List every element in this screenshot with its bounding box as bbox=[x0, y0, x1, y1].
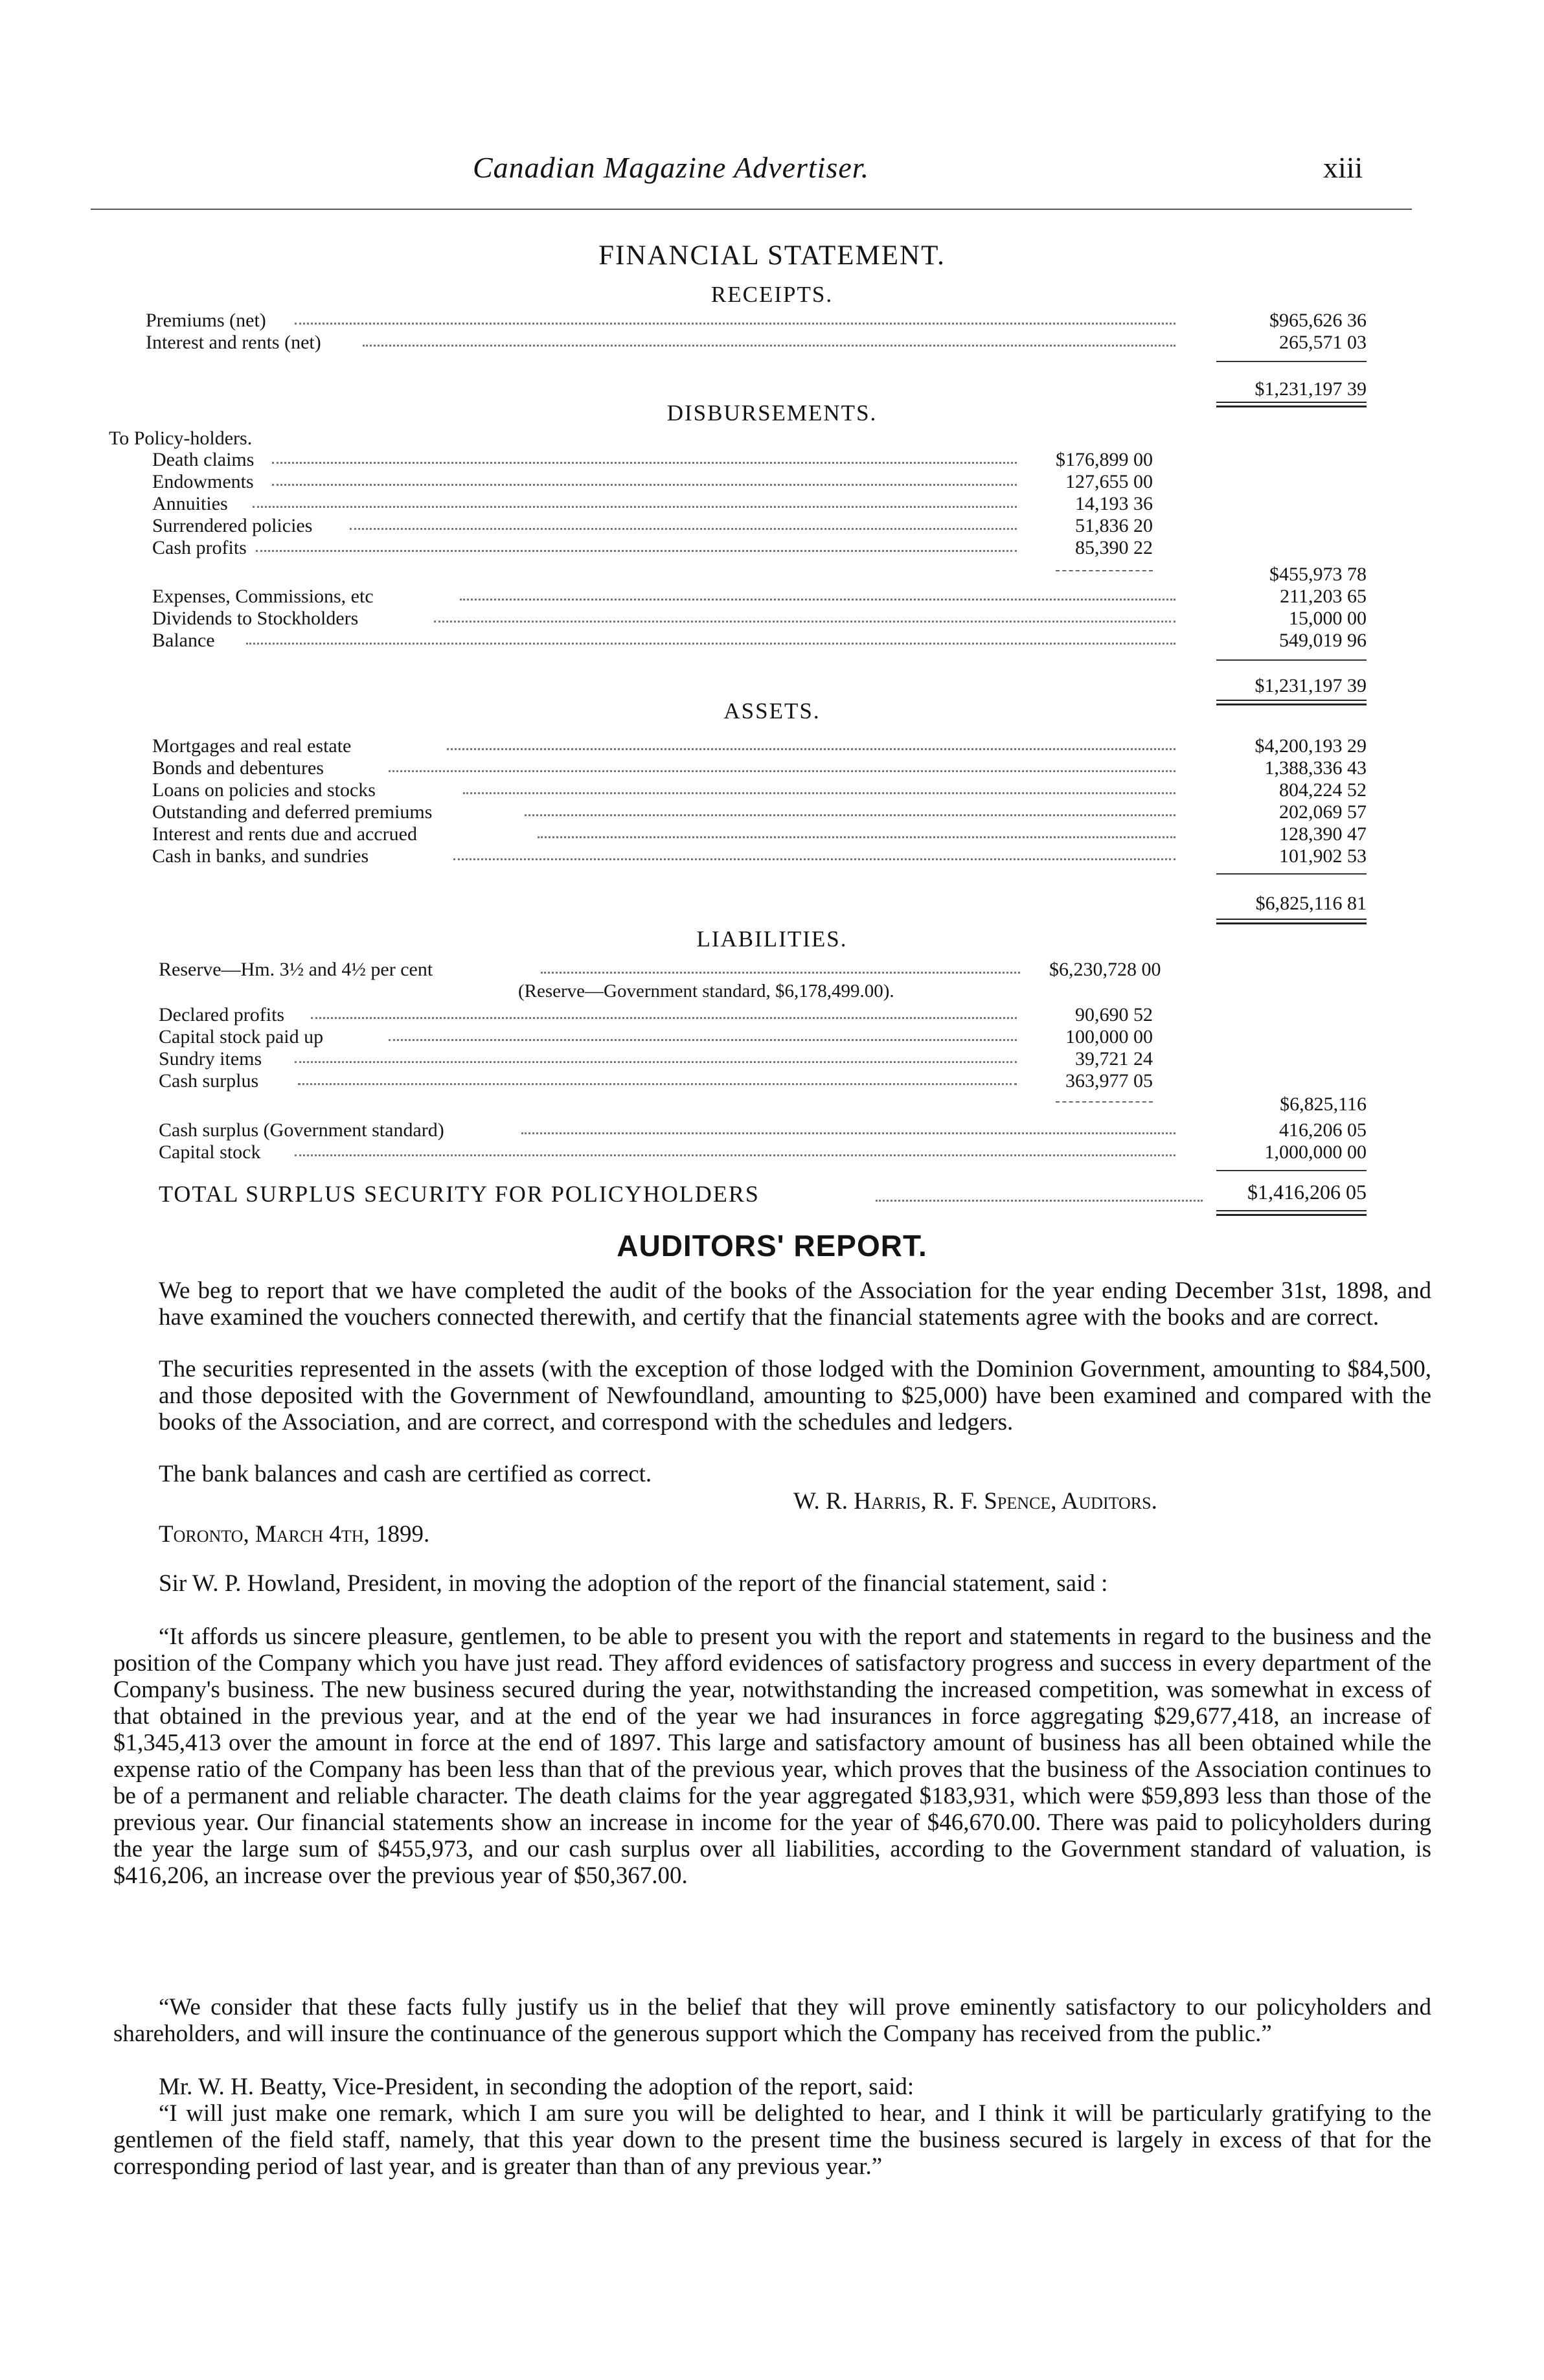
reserve-row: Reserve—Hm. 3½ and 4½ per cent $6,230,728 00 bbox=[159, 959, 1161, 980]
liabilities-heading: LIABILITIES. bbox=[696, 926, 848, 952]
disbursement-other-row: Balance 549,019 96 bbox=[152, 630, 1367, 651]
leader-dots bbox=[876, 1200, 1203, 1202]
liability-row: Capital stock paid up 100,000 00 bbox=[159, 1026, 1153, 1047]
auditors-paragraph: The securities represented in the assets (with the exception of those lodged with the Dominion Government, amounting to $84,500, and those deposited with the Government of Newfoundland, amounting to $25,000) have been examined and compared with the books of the Association, and are correct, and correspond with the schedules and ledgers. bbox=[159, 1356, 1431, 1436]
reserve-note: (Reserve—Government standard, $6,178,499.00). bbox=[518, 981, 894, 1001]
receipts-row: Interest and rents (net) 265,571 03 bbox=[146, 332, 1367, 353]
liability-row: Sundry items 39,721 24 bbox=[159, 1048, 1153, 1070]
policyholders-total: $455,973 78 bbox=[1269, 564, 1367, 585]
page-header bbox=[0, 150, 1544, 196]
assets-total: $6,825,116 81 bbox=[1255, 893, 1367, 914]
liability-other-row: Capital stock 1,000,000 00 bbox=[159, 1141, 1367, 1163]
place-date: Toronto, March 4th, 1899. bbox=[159, 1521, 430, 1548]
sum-rule bbox=[1216, 361, 1367, 362]
liability-row: Declared profits 90,690 52 bbox=[159, 1004, 1153, 1025]
liability-other-row: Cash surplus (Government standard) 416,206 05 bbox=[159, 1119, 1367, 1141]
auditors-report-title: AUDITORS' REPORT. bbox=[617, 1229, 927, 1263]
asset-row: Interest and rents due and accrued 128,390 47 bbox=[152, 823, 1367, 845]
sum-rule bbox=[1216, 1170, 1367, 1171]
policyholders-label: To Policy-holders. bbox=[109, 428, 253, 449]
auditors-signature: W. R. Harris, R. F. Spence, Auditors. bbox=[793, 1488, 1157, 1515]
running-title: Canadian Magazine Advertiser. bbox=[473, 151, 870, 184]
page-number: xiii bbox=[1323, 151, 1363, 184]
auditors-paragraph: We beg to report that we have completed the audit of the books of the Association for the year ending December 31st, 1898, and have examined the vouchers connected therewith, and certify that the financial statements agree with the books and are correct. bbox=[159, 1277, 1431, 1331]
receipts-row: Premiums (net) $965,626 36 bbox=[146, 310, 1367, 331]
disbursement-row: Surrendered policies 51,836 20 bbox=[152, 515, 1153, 536]
total-surplus-label: TOTAL SURPLUS SECURITY FOR POLICYHOLDERS bbox=[159, 1181, 760, 1207]
disbursement-row: Annuities 14,193 36 bbox=[152, 493, 1153, 514]
speech-paragraph: “We consider that these facts fully justify us in the belief that they will prove eminently satisfactory to our policyholders and shareholders, and will insure the continuance of the generous support which the Company has received from the public.” bbox=[113, 1994, 1431, 2047]
asset-row: Outstanding and deferred premiums 202,069 57 bbox=[152, 801, 1367, 823]
auditors-paragraph: The bank balances and cash are certified as correct. bbox=[159, 1461, 652, 1487]
asset-row: Loans on policies and stocks 804,224 52 bbox=[152, 779, 1367, 801]
speech-paragraph: Sir W. P. Howland, President, in moving the adoption of the report of the financial statement, said : bbox=[159, 1570, 1108, 1597]
assets-heading: ASSETS. bbox=[723, 698, 821, 724]
double-rule bbox=[1216, 919, 1367, 924]
header-rule bbox=[91, 209, 1412, 210]
speech-paragraph: Mr. W. H. Beatty, Vice-President, in seconding the adoption of the report, said: bbox=[159, 2074, 914, 2100]
asset-row: Cash in banks, and sundries 101,902 53 bbox=[152, 845, 1367, 867]
speech-paragraph: “It affords us sincere pleasure, gentlemen, to be able to present you with the report and statements in regard to the business and the position of the Company which you have just read. They afford evidences of satisfactory progress and success in every department of the Company's business. The new business secured during the year, notwithstanding the increased competition, was somewhat in excess of that obtained in the previous year, and at the end of the year we had insurances in force aggregating $29,677,418, an increase of $1,345,413 over the amount in force at the end of 1897. This large and satisfactory amount of business has all been obtained while the expense ratio of the Company has been less than that of the previous year, which proves that the business of the Association continues to be of a permanent and reliable character. The death claims for the year aggregated $183,931, which were $59,893 less than those of the previous year. Our financial statements show an increase in income for the year of $46,670.00. There was paid to policyholders during the year the large sum of $455,973, and our cash surplus over all liabilities, according to the Government standard of valuation, is $416,206, an increase over the previous year of $50,367.00. bbox=[113, 1623, 1431, 1889]
disbursement-other-row: Expenses, Commissions, etc 211,203 65 bbox=[152, 586, 1367, 607]
asset-row: Bonds and debentures 1,388,336 43 bbox=[152, 757, 1367, 779]
liability-row: Cash surplus 363,977 05 bbox=[159, 1070, 1153, 1092]
receipts-total: $1,231,197 39 bbox=[1254, 378, 1367, 400]
asset-row: Mortgages and real estate $4,200,193 29 bbox=[152, 735, 1367, 757]
double-rule bbox=[1216, 1210, 1367, 1216]
total-surplus-value: $1,416,206 05 bbox=[1247, 1180, 1367, 1204]
receipts-heading: RECEIPTS. bbox=[710, 282, 834, 307]
disbursements-heading: DISBURSEMENTS. bbox=[666, 400, 878, 426]
financial-statement-title: FINANCIAL STATEMENT. bbox=[598, 240, 946, 271]
disbursement-row: Endowments 127,655 00 bbox=[152, 471, 1153, 492]
disbursements-total: $1,231,197 39 bbox=[1254, 675, 1367, 696]
liabilities-subtotal: $6,825,116 bbox=[1280, 1093, 1367, 1115]
disbursement-row: Death claims $176,899 00 bbox=[152, 449, 1153, 470]
speech-paragraph: “I will just make one remark, which I am sure you will be delighted to hear, and I think it will be particularly gratifying to the gentlemen of the field staff, namely, that this year down to the present time the business secured is largely in excess of that for the corresponding period of last year, and is greater than than of any previous year.” bbox=[113, 2100, 1431, 2180]
disbursement-other-row: Dividends to Stockholders 15,000 00 bbox=[152, 608, 1367, 629]
sum-rule bbox=[1216, 659, 1367, 661]
disbursement-row: Cash profits 85,390 22 bbox=[152, 537, 1153, 558]
sum-rule bbox=[1216, 873, 1367, 875]
